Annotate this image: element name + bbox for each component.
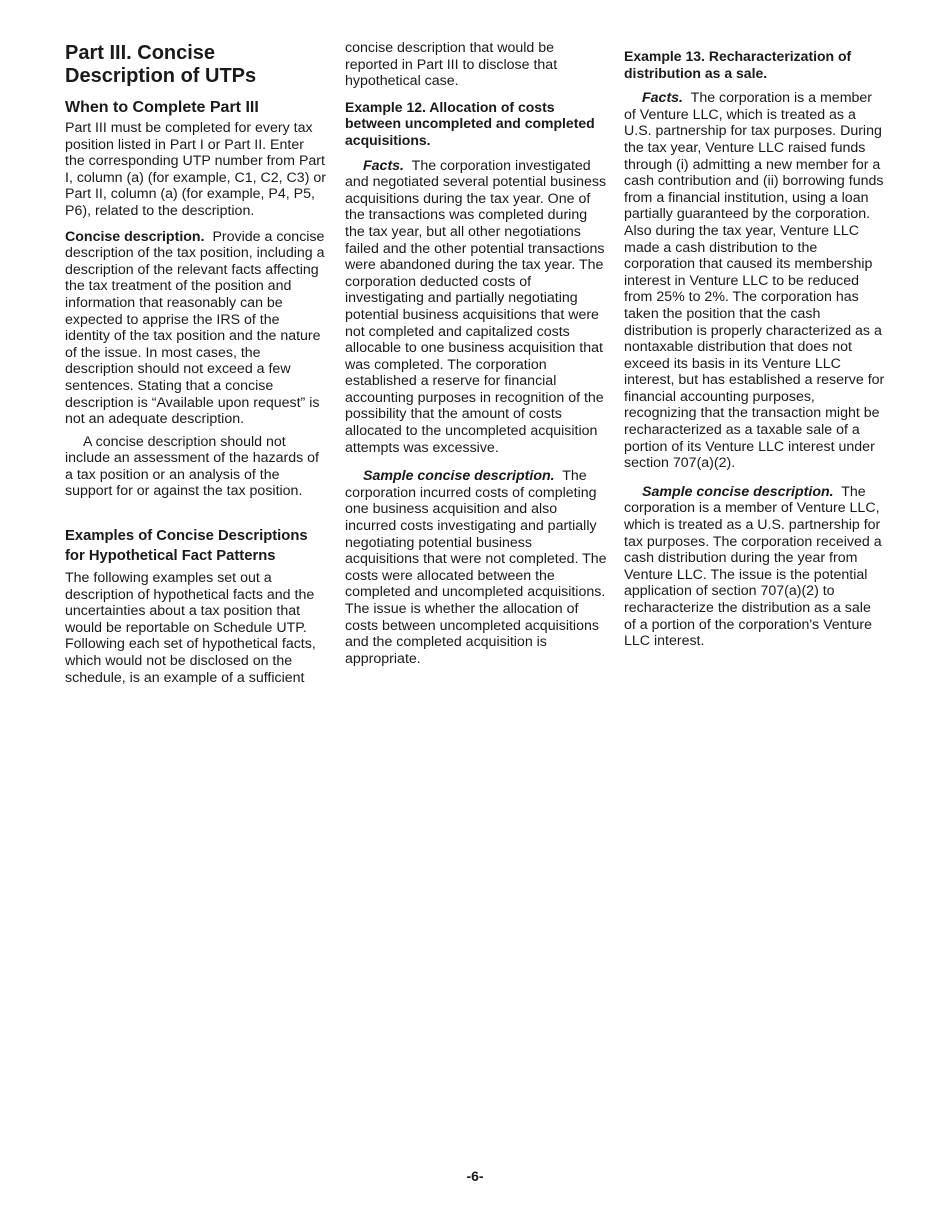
concise-description-lead: Concise description. [65,228,205,245]
sample-lead: Sample concise description. [642,483,834,500]
facts-text: The corporation investigated and negotiated several potential business acquisitions during the tax year. One of the transactions was completed during the tax year, but all other negotiations failed and the other potential transactions were abandoned during the tax year. The corporation deducted costs of investigating and partially negotiating potential business acquisitions that were not completed and capitalized costs allocable to one business acquisition that was completed. The corporation established a reserve for financial accounting purposes in recognition of the possibility that the amount of costs allocated to the uncompleted acquisition attempts was excessive. [345,157,607,456]
column-3 [624,40,886,650]
examples-paragraph: The following examples set out a description of hypothetical facts and the uncertainties about a tax position that would be reportable on Schedule UTP. Following each set of hypothetical facts, which would not be disclosed on the schedule, is an example of a sufficient [65,570,316,686]
example-13-sample [624,484,886,650]
when-to-complete-paragraph: Part III must be completed for every tax position listed in Part I or Part II. Enter the corresponding UTP number from Part I, column (a) (for example, C1, C2, C3) or Part II, column (a) (for example, P4, P5, P6), related to the description. [65,120,326,219]
example-13-facts [624,90,886,472]
column-2 [345,40,607,667]
facts-lead: Facts. [363,157,405,174]
part-iii-title: Part III. Concise Description of UTPs [65,42,257,87]
column-1 [65,40,327,686]
hazards-paragraph: A concise description should not include an assessment of the hazards of a tax position or an analysis of the support for or against the tax position. [65,433,319,500]
example-12-facts [345,158,607,457]
example-12-heading: Example 12. Allocation of costs between uncompleted and completed acquisitions. [345,98,595,148]
sample-text: The corporation incurred costs of completing one business acquisition and also incurred costs investigating and partially negotiating potential business acquisitions that were not completed. The costs were allocated between the completed and uncompleted acquisitions. The issue is whether the allocation of costs between uncompleted acquisitions and the completed acquisition is appropriate. [345,468,607,667]
page-number: -6- [466,1168,484,1184]
facts-lead: Facts. [642,90,684,107]
example-13-heading: Example 13. Recharacterization of distribution as a sale. [624,48,852,81]
concise-description-paragraph [65,229,327,428]
sample-lead: Sample concise description. [363,468,555,485]
when-to-complete-heading: When to Complete Part III [65,99,259,116]
facts-text: The corporation is a member of Venture LLC, which is treated as a U.S. partnership for tax purposes. During the tax year, Venture LLC raised funds through (i) admitting a new member for a cash contribution and (ii) borrowing funds from a financial institution, using a loan partially guaranteed by the corporation. Also during the tax year, Venture LLC made a cash distribution to the corporation that caused its membership interest in Venture LLC to be reduced from 25% to 2%. The corporation has taken the position that the cash distribution is properly characterized as a nontaxable distribution that does not exceed its basis in its Venture LLC interest, but has established a reserve for financial accounting purposes, recognizing that the transaction might be recharacterized as a taxable sale of a portion of its Venture LLC interest under section 707(a)(2). [624,90,885,472]
sample-text: The corporation is a member of Venture LLC, which is treated as a U.S. partnership for tax purposes. The corporation received a cash distribution during the year from Venture LLC. The issue is the potential application of section 707(a)(2) to recharacterize the distribution as a sale of a portion of the corporation's Venture LLC interest. [624,483,882,650]
example-12-sample [345,468,607,667]
continued-paragraph: concise description that would be reported in Part III to disclose that hypothetical case. [345,40,558,90]
examples-heading: Examples of Concise Descriptions for Hypothetical Fact Patterns [65,528,308,565]
concise-description-text: Provide a concise description of the tax position, including a description of the relevant facts affecting the tax treatment of the position and information that reasonably can be expected to apprise the IRS of the identity of the tax position and the nature of the issue. In most cases, the description should not exceed a few sentences. Stating that a concise description is “Available upon request” is not an adequate description. [65,228,325,428]
